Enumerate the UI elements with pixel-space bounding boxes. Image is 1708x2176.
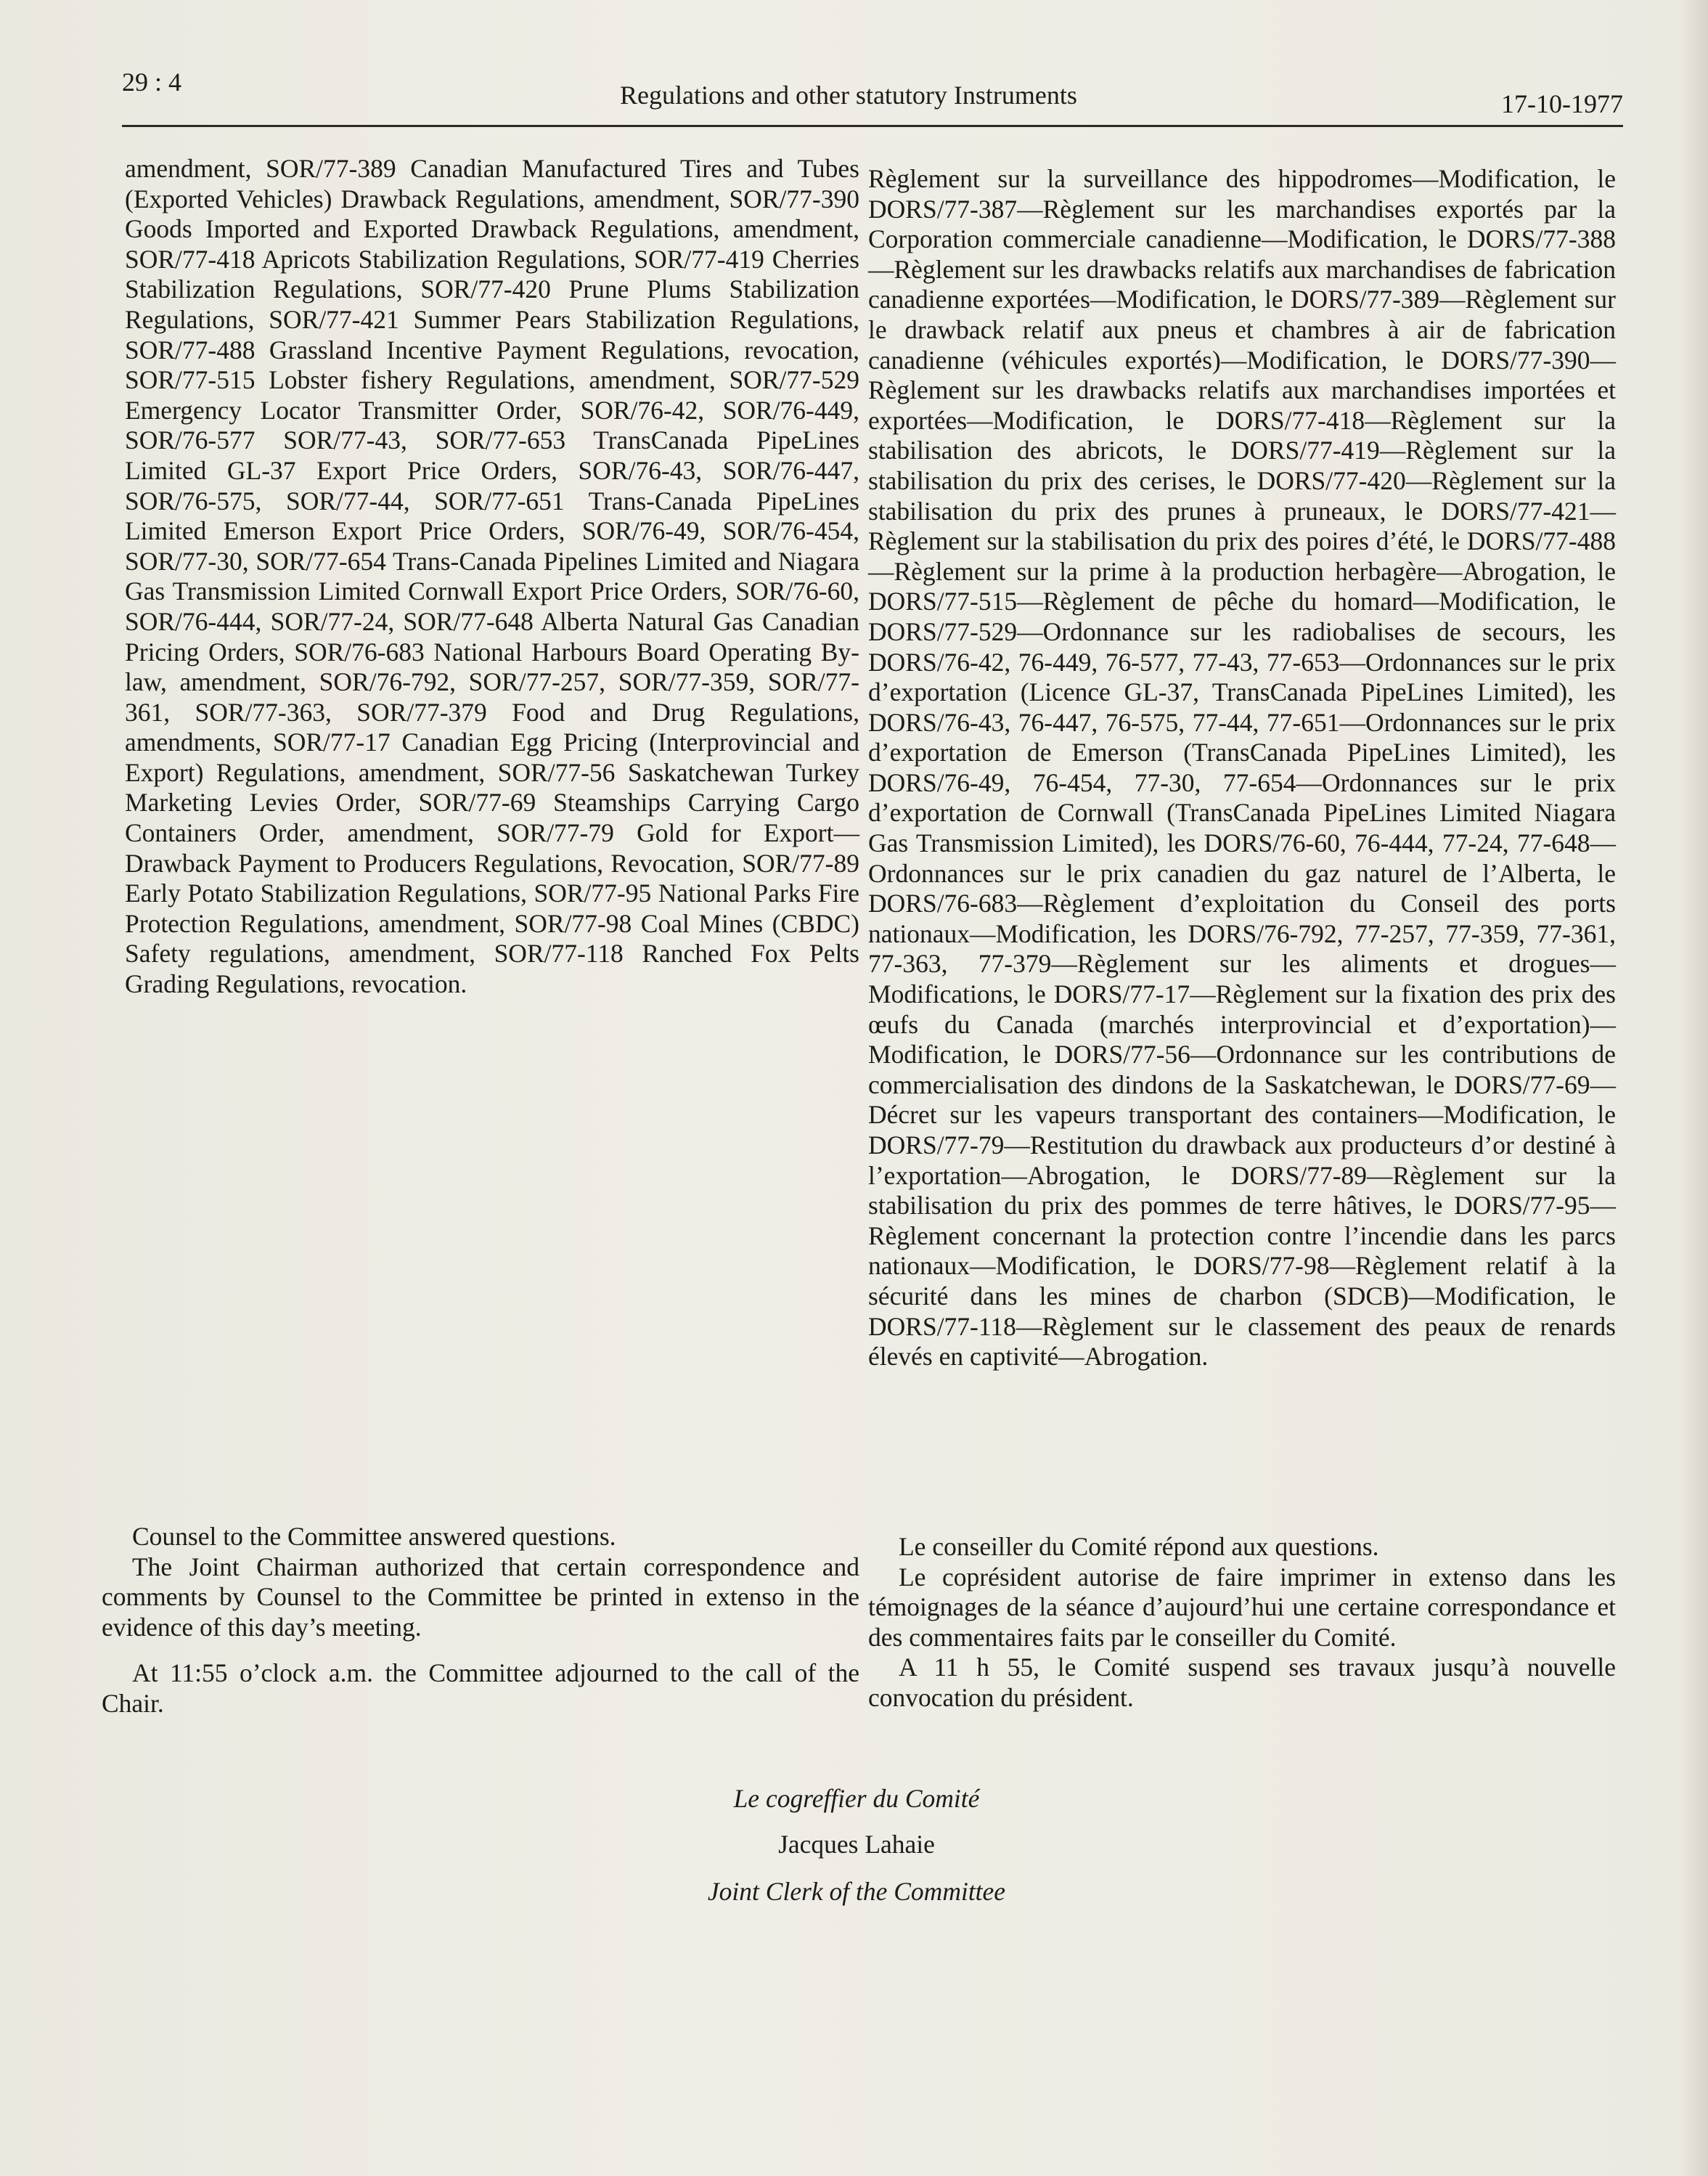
- left-para-printed: The Joint Chairman authorized that certain correspondence and comments by Counsel to the Committee be printed in extenso in the evidence of this day’s meeting.: [102, 1552, 859, 1642]
- signature-title-english: Joint Clerk of the Committee: [707, 1877, 1006, 1906]
- right-para-questions: Le conseiller du Comité répond aux questions.: [899, 1532, 1379, 1561]
- signature-title-french: Le cogreffier du Comité: [733, 1784, 980, 1813]
- page-header: [122, 67, 1623, 132]
- left-proceedings: [102, 1522, 859, 1719]
- left-column-english: [125, 154, 859, 1000]
- left-regulations-list: amendment, SOR/77-389 Canadian Manufactured Tires and Tubes (Exported Vehicles) Drawback Regulations, amendment, SOR/77-390 Goods Imported and Exported Drawback Regulations, amendment, SOR/77-418 Apricots Stabilization Regulations, SOR/77-419 Cherries Stabilization Regulations, SOR/77-420 Prune Plums Stabilization Regulations, SOR/77-421 Summer Pears Stabilization Regulations, SOR/77-488 Grassland Incentive Payment Regulations, revocation, SOR/77-515 Lobster fishery Regulations, amendment, SOR/77-529 Emergency Locator Transmitter Order, SOR/76-42, SOR/76-449, SOR/76-577 SOR/77-43, SOR/77-653 TransCanada PipeLines Limited GL-37 Export Price Orders, SOR/76-43, SOR/76-447, SOR/76-575, SOR/77-44, SOR/77-651 Trans-Canada PipeLines Limited Emerson Export Price Orders, SOR/76-49, SOR/76-454, SOR/77-30, SOR/77-654 Trans-Canada Pipelines Limited and Niagara Gas Transmission Limited Cornwall Export Price Orders, SOR/76-60, SOR/76-444, SOR/77-24, SOR/77-648 Alberta Natural Gas Canadian Pricing Orders, SOR/76-683 National Harbours Board Operating By-law, amendment, SOR/76-792, SOR/77-257, SOR/77-359, SOR/77-361, SOR/77-363, SOR/77-379 Food and Drug Regulations, amendments, SOR/77-17 Canadian Egg Pricing (Interprovincial and Export) Regulations, amendment, SOR/77-56 Saskatchewan Turkey Marketing Levies Order, SOR/77-69 Steamships Carrying Cargo Containers Order, amendment, SOR/77-79 Gold for Export—Drawback Payment to Producers Regulations, Revocation, SOR/77-89 Early Potato Stabilization Regulations, SOR/77-95 National Parks Fire Protection Regulations, amendment, SOR/77-98 Coal Mines (CBDC) Safety regulations, amendment, SOR/77-118 Ranched Fox Pelts Grading Regulations, revocation.: [125, 154, 859, 999]
- signature-name: Jacques Lahaie: [778, 1830, 935, 1859]
- header-date: 17-10-1977: [1501, 89, 1623, 118]
- page-number: 29 : 4: [122, 68, 182, 97]
- right-proceedings: [868, 1532, 1616, 1714]
- right-column-french: [868, 164, 1616, 1372]
- header-rule: [122, 125, 1623, 127]
- right-para-printed: Le coprésident autorise de faire imprimer in extenso dans les témoignages de la séance d’aujourd’hui une certaine correspondance et des commentaires faits par le conseiller du Comité.: [868, 1562, 1616, 1652]
- right-para-adjourned: A 11 h 55, le Comité suspend ses travaux jusqu’à nouvelle convocation du président.: [868, 1653, 1616, 1712]
- page-binding-shadow: [1679, 0, 1708, 2176]
- right-regulations-list: Règlement sur la surveillance des hippodromes—Modification, le DORS/77-387—Règlement sur les marchandises exportés par la Corporation commerciale canadienne—Modification, le DORS/77-388—Règlement sur les drawbacks relatifs aux marchandises de fabrication canadienne exportées—Modification, le DORS/77-389—Règlement sur le drawback relatif aux pneus et chambres à air de fabrication canadienne (véhicules exportés)—Modification, le DORS/77-390—Règlement sur les drawbacks relatifs aux marchandises importées et exportées—Modification, le DORS/77-418—Règlement sur la stabilisation des abricots, le DORS/77-419—Règlement sur la stabilisation du prix des cerises, le DORS/77-420—Règlement sur la stabilisation du prix des prunes à pruneaux, le DORS/77-421—Règlement sur la stabilisation du prix des poires d’été, le DORS/77-488—Règlement sur la prime à la production herbagère—Abrogation, le DORS/77-515—Règlement de pêche du homard—Modification, le DORS/77-529—Ordonnance sur les radiobalises de secours, les DORS/76-42, 76-449, 76-577, 77-43, 77-653—Ordonnances sur le prix d’exportation (Licence GL-37, TransCanada PipeLines Limited), les DORS/76-43, 76-447, 76-575, 77-44, 77-651—Ordonnances sur le prix d’exportation de Emerson (TransCanada PipeLines Limited), les DORS/76-49, 76-454, 77-30, 77-654—Ordonnances sur le prix d’exportation de Cornwall (TransCanada PipeLines Limited Niagara Gas Transmission Limited), les DORS/76-60, 76-444, 77-24, 77-648—Ordonnances sur le prix canadien du gaz naturel de l’Alberta, le DORS/76-683—Règlement d’exploitation du Conseil des ports nationaux—Modification, les DORS/76-792, 77-257, 77-359, 77-361, 77-363, 77-379—Règlement sur les aliments et drogues—Modifications, le DORS/77-17—Règlement sur la fixation des prix des œufs du Canada (marchés interprovincial et d’exportation)—Modification, le DORS/77-56—Ordonnance sur les contributions de commercialisation des dindons de la Saskatchewan, le DORS/77-69—Décret sur les vapeurs transportant des containers—Modification, le DORS/77-79—Restitution du drawback aux producteurs d’or destiné à l’exportation—Abrogation, le DORS/77-89—Règlement sur la stabilisation du prix des pommes de terre hâtives, le DORS/77-95—Règlement concernant la protection contre l’incendie dans les parcs nationaux—Modification, le DORS/77-98—Règlement relatif à la sécurité dans les mines de charbon (SDCB)—Modification, le DORS/77-118—Règlement sur le classement des peaux de renards élevés en captivité—Abrogation.: [868, 164, 1616, 1372]
- left-para-questions: Counsel to the Committee answered questions.: [132, 1522, 616, 1551]
- left-para-adjourned: At 11:55 o’clock a.m. the Committee adjourned to the call of the Chair.: [102, 1658, 859, 1718]
- running-title: Regulations and other statutory Instruments: [620, 81, 1077, 110]
